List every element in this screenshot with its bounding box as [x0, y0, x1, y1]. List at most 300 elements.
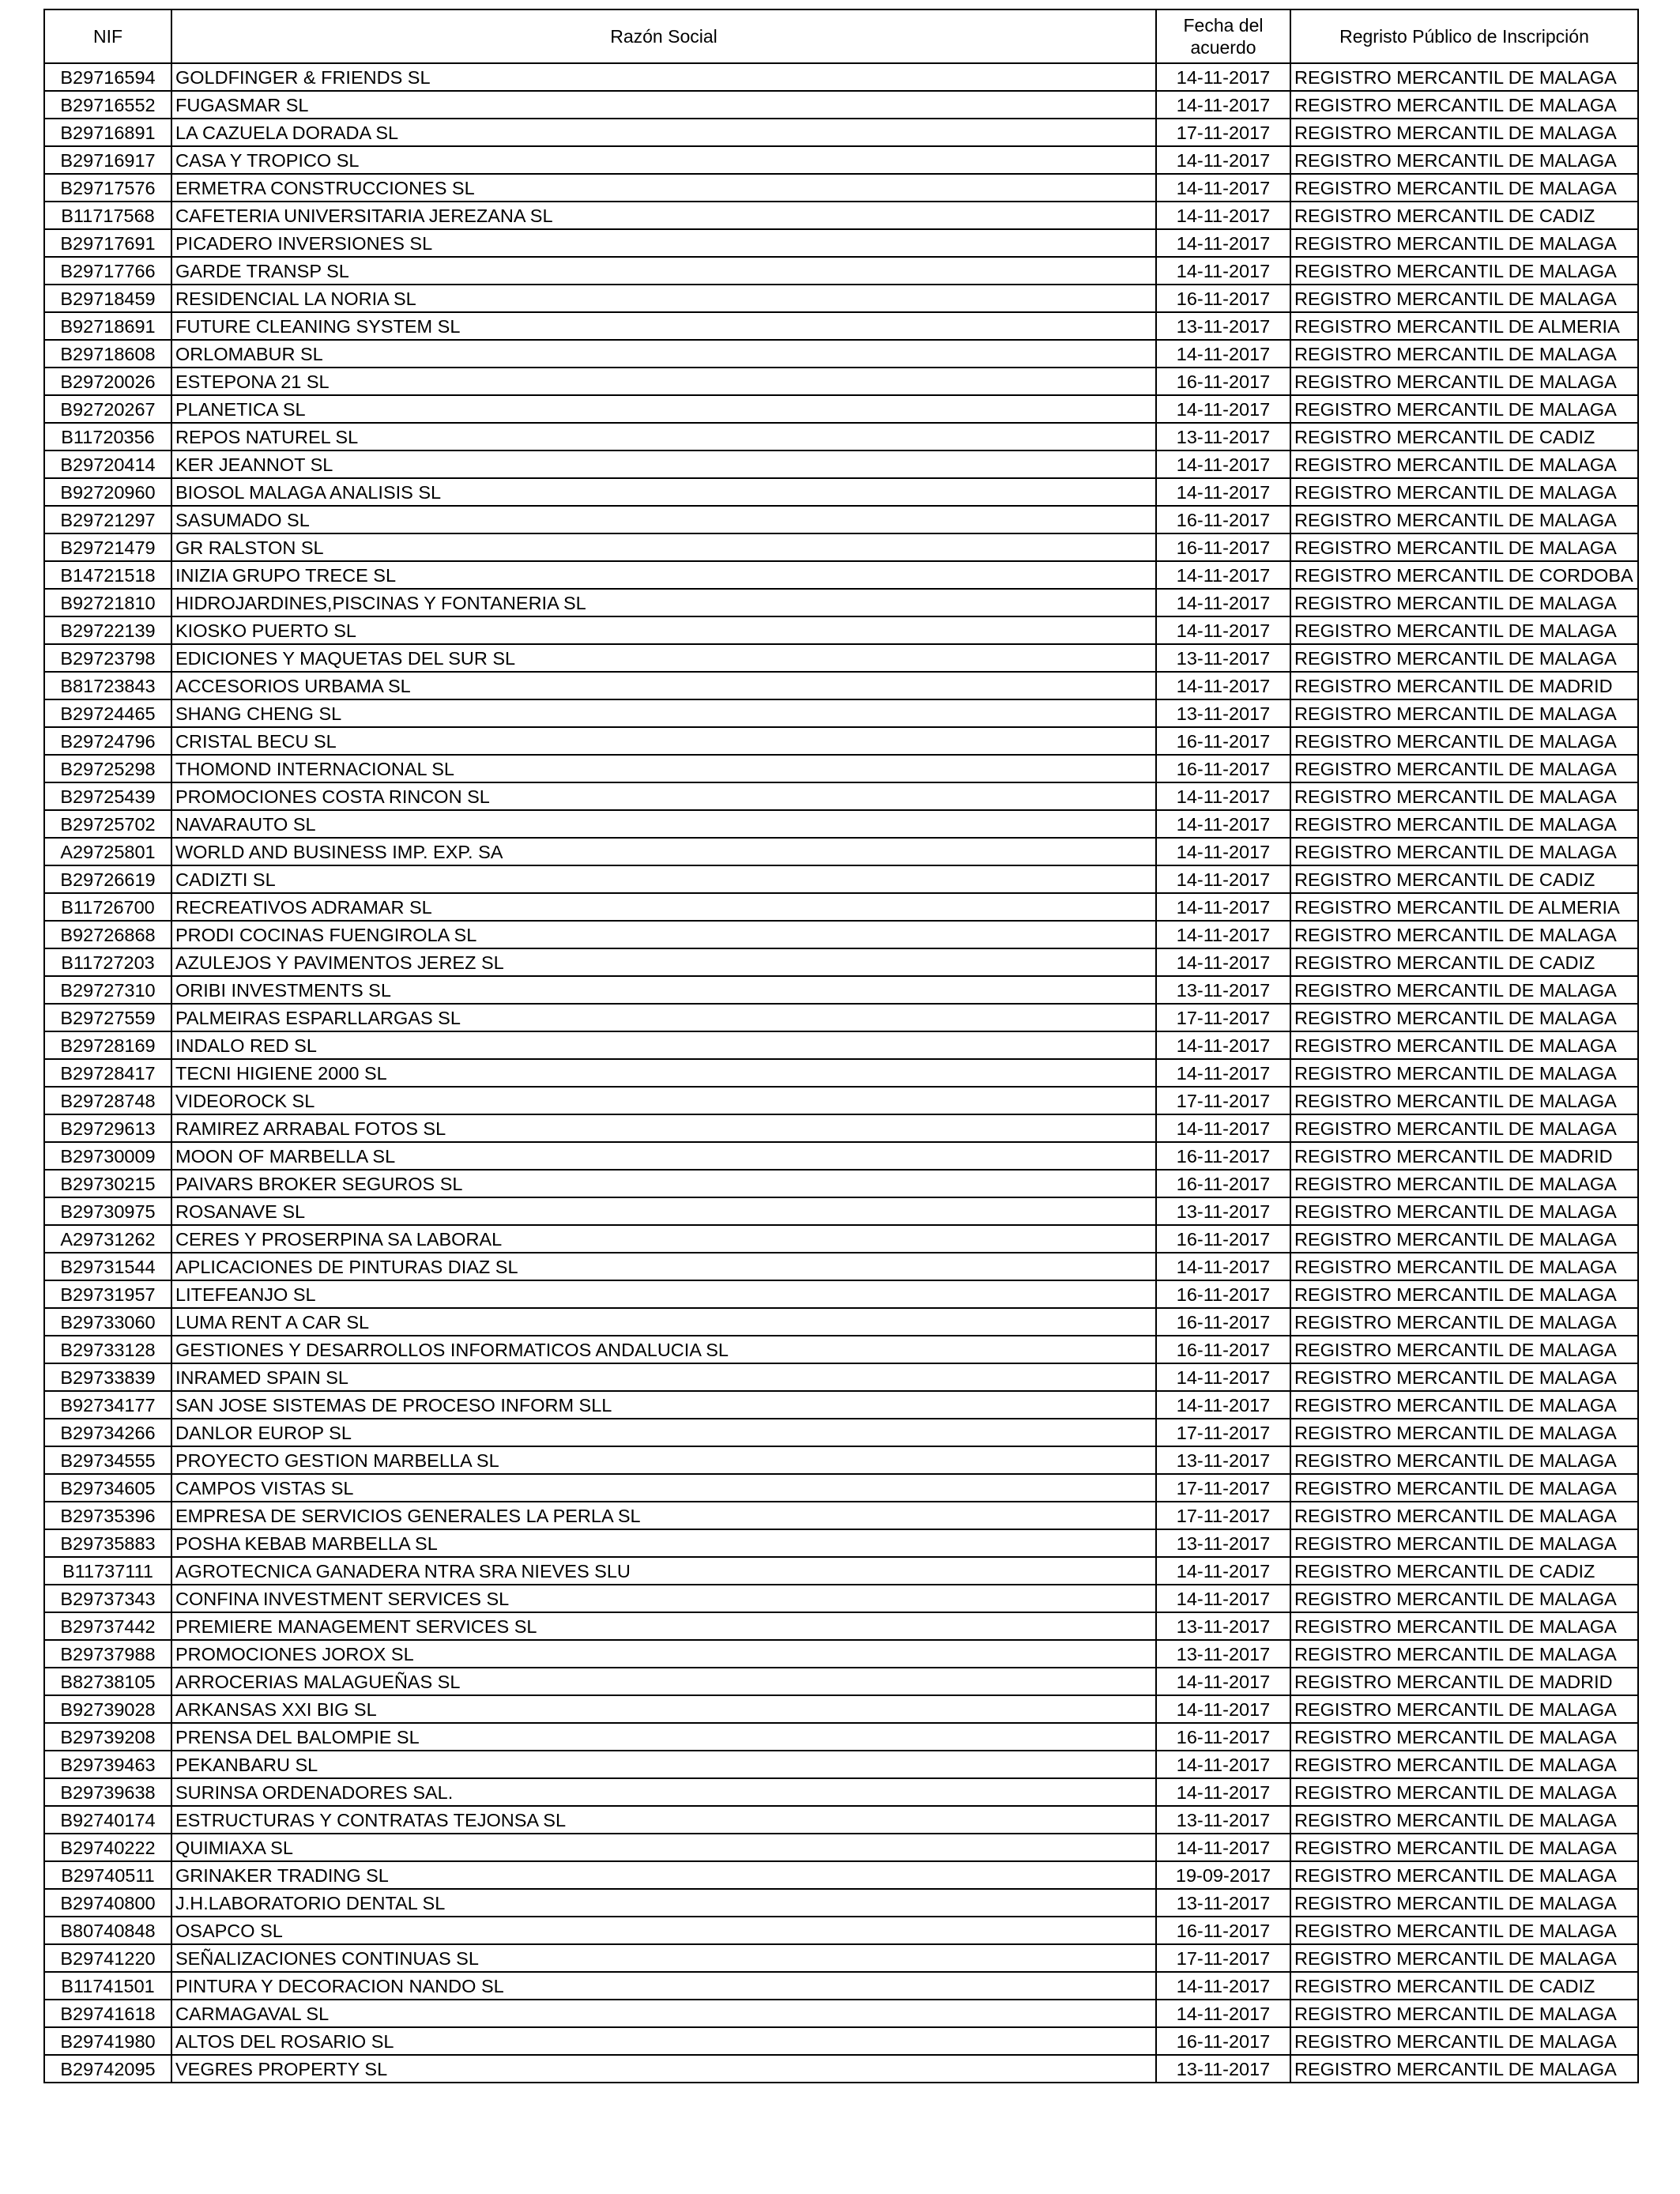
- table-row: [44, 1917, 1638, 1944]
- cell-nif: B29739208: [44, 1723, 171, 1751]
- cell-registro: REGISTRO MERCANTIL DE CADIZ: [1290, 202, 1638, 229]
- cell-nif: B29733839: [44, 1363, 171, 1391]
- cell-fecha: 16-11-2017: [1156, 368, 1290, 395]
- cell-registro: REGISTRO MERCANTIL DE MALAGA: [1290, 589, 1638, 616]
- cell-nif: B92726868: [44, 921, 171, 948]
- cell-fecha: 13-11-2017: [1156, 312, 1290, 340]
- cell-nif: A29725801: [44, 838, 171, 865]
- cell-nif: B29717576: [44, 174, 171, 202]
- cell-nif: B82738105: [44, 1668, 171, 1695]
- cell-razon-social: AGROTECNICA GANADERA NTRA SRA NIEVES SLU: [171, 1557, 1156, 1585]
- cell-razon-social: MOON OF MARBELLA SL: [171, 1142, 1156, 1170]
- cell-nif: B29728169: [44, 1031, 171, 1059]
- cell-nif: B29721297: [44, 506, 171, 533]
- table-row: [44, 1474, 1638, 1502]
- table-row: [44, 506, 1638, 533]
- cell-fecha: 14-11-2017: [1156, 1031, 1290, 1059]
- cell-fecha: 14-11-2017: [1156, 1585, 1290, 1612]
- cell-registro: REGISTRO MERCANTIL DE MALAGA: [1290, 478, 1638, 506]
- cell-razon-social: INDALO RED SL: [171, 1031, 1156, 1059]
- cell-registro: REGISTRO MERCANTIL DE MALAGA: [1290, 976, 1638, 1004]
- cell-registro: REGISTRO MERCANTIL DE MALAGA: [1290, 340, 1638, 368]
- cell-nif: B29727559: [44, 1004, 171, 1031]
- table-row: [44, 699, 1638, 727]
- cell-razon-social: PRODI COCINAS FUENGIROLA SL: [171, 921, 1156, 948]
- cell-razon-social: VEGRES PROPERTY SL: [171, 2055, 1156, 2083]
- cell-nif: B29730215: [44, 1170, 171, 1197]
- cell-registro: REGISTRO MERCANTIL DE MADRID: [1290, 672, 1638, 699]
- cell-fecha: 16-11-2017: [1156, 1170, 1290, 1197]
- table-row: [44, 2027, 1638, 2055]
- cell-nif: B29717766: [44, 257, 171, 285]
- cell-fecha: 13-11-2017: [1156, 1640, 1290, 1668]
- cell-razon-social: GESTIONES Y DESARROLLOS INFORMATICOS ANDALUCIA SL: [171, 1336, 1156, 1363]
- cell-razon-social: RAMIREZ ARRABAL FOTOS SL: [171, 1114, 1156, 1142]
- cell-nif: B29724465: [44, 699, 171, 727]
- table-header: [44, 9, 1638, 63]
- cell-registro: REGISTRO MERCANTIL DE MALAGA: [1290, 727, 1638, 755]
- cell-fecha: 13-11-2017: [1156, 976, 1290, 1004]
- cell-registro: REGISTRO MERCANTIL DE MALAGA: [1290, 63, 1638, 91]
- cell-fecha: 14-11-2017: [1156, 1834, 1290, 1861]
- table-row: [44, 2000, 1638, 2027]
- cell-razon-social: CAMPOS VISTAS SL: [171, 1474, 1156, 1502]
- cell-registro: REGISTRO MERCANTIL DE MALAGA: [1290, 1474, 1638, 1502]
- cell-fecha: 14-11-2017: [1156, 948, 1290, 976]
- cell-razon-social: LA CAZUELA DORADA SL: [171, 119, 1156, 146]
- table-row: [44, 1585, 1638, 1612]
- cell-fecha: 14-11-2017: [1156, 893, 1290, 921]
- cell-registro: REGISTRO MERCANTIL DE MALAGA: [1290, 395, 1638, 423]
- cell-fecha: 16-11-2017: [1156, 2027, 1290, 2055]
- table-row: [44, 119, 1638, 146]
- cell-nif: B29728417: [44, 1059, 171, 1087]
- cell-razon-social: LUMA RENT A CAR SL: [171, 1308, 1156, 1336]
- cell-registro: REGISTRO MERCANTIL DE MALAGA: [1290, 1391, 1638, 1419]
- cell-registro: REGISTRO MERCANTIL DE MALAGA: [1290, 1308, 1638, 1336]
- cell-razon-social: INIZIA GRUPO TRECE SL: [171, 561, 1156, 589]
- cell-nif: B29725439: [44, 782, 171, 810]
- cell-registro: REGISTRO MERCANTIL DE MALAGA: [1290, 2055, 1638, 2083]
- cell-fecha: 16-11-2017: [1156, 1723, 1290, 1751]
- cell-fecha: 19-09-2017: [1156, 1861, 1290, 1889]
- header-fecha-line1: Fecha del: [1183, 15, 1264, 36]
- cell-nif: B29718459: [44, 285, 171, 312]
- table-row: [44, 727, 1638, 755]
- table-row: [44, 1170, 1638, 1197]
- cell-razon-social: VIDEOROCK SL: [171, 1087, 1156, 1114]
- cell-razon-social: RESIDENCIAL LA NORIA SL: [171, 285, 1156, 312]
- cell-fecha: 13-11-2017: [1156, 1612, 1290, 1640]
- cell-razon-social: DANLOR EUROP SL: [171, 1419, 1156, 1446]
- cell-registro: REGISTRO MERCANTIL DE MALAGA: [1290, 119, 1638, 146]
- header-fecha-line2: acuerdo: [1190, 37, 1256, 58]
- table-body: [44, 63, 1638, 2083]
- cell-registro: REGISTRO MERCANTIL DE MALAGA: [1290, 1087, 1638, 1114]
- cell-razon-social: PAIVARS BROKER SEGUROS SL: [171, 1170, 1156, 1197]
- cell-nif: B29718608: [44, 340, 171, 368]
- cell-registro: REGISTRO MERCANTIL DE MALAGA: [1290, 1197, 1638, 1225]
- cell-nif: B29741618: [44, 2000, 171, 2027]
- cell-nif: B11727203: [44, 948, 171, 976]
- cell-fecha: 13-11-2017: [1156, 1446, 1290, 1474]
- cell-nif: B29728748: [44, 1087, 171, 1114]
- cell-razon-social: POSHA KEBAB MARBELLA SL: [171, 1529, 1156, 1557]
- cell-razon-social: RECREATIVOS ADRAMAR SL: [171, 893, 1156, 921]
- cell-fecha: 13-11-2017: [1156, 2055, 1290, 2083]
- cell-razon-social: FUTURE CLEANING SYSTEM SL: [171, 312, 1156, 340]
- cell-registro: REGISTRO MERCANTIL DE CADIZ: [1290, 865, 1638, 893]
- cell-registro: REGISTRO MERCANTIL DE MALAGA: [1290, 1806, 1638, 1834]
- cell-razon-social: ACCESORIOS URBAMA SL: [171, 672, 1156, 699]
- cell-fecha: 13-11-2017: [1156, 423, 1290, 450]
- table-row: [44, 146, 1638, 174]
- cell-nif: B29727310: [44, 976, 171, 1004]
- cell-razon-social: SEÑALIZACIONES CONTINUAS SL: [171, 1944, 1156, 1972]
- cell-fecha: 14-11-2017: [1156, 340, 1290, 368]
- cell-fecha: 16-11-2017: [1156, 533, 1290, 561]
- cell-nif: B11741501: [44, 1972, 171, 2000]
- cell-nif: B29734555: [44, 1446, 171, 1474]
- cell-fecha: 14-11-2017: [1156, 146, 1290, 174]
- cell-nif: B29724796: [44, 727, 171, 755]
- cell-registro: REGISTRO MERCANTIL DE MALAGA: [1290, 1502, 1638, 1529]
- cell-registro: REGISTRO MERCANTIL DE MALAGA: [1290, 1363, 1638, 1391]
- table-row: [44, 1502, 1638, 1529]
- cell-registro: REGISTRO MERCANTIL DE MALAGA: [1290, 533, 1638, 561]
- cell-fecha: 16-11-2017: [1156, 285, 1290, 312]
- cell-fecha: 14-11-2017: [1156, 1778, 1290, 1806]
- cell-razon-social: BIOSOL MALAGA ANALISIS SL: [171, 478, 1156, 506]
- cell-razon-social: CERES Y PROSERPINA SA LABORAL: [171, 1225, 1156, 1253]
- cell-registro: REGISTRO MERCANTIL DE MALAGA: [1290, 1751, 1638, 1778]
- cell-fecha: 16-11-2017: [1156, 1917, 1290, 1944]
- cell-nif: B29729613: [44, 1114, 171, 1142]
- cell-fecha: 13-11-2017: [1156, 644, 1290, 672]
- table-row: [44, 1889, 1638, 1917]
- cell-nif: B92720267: [44, 395, 171, 423]
- cell-fecha: 14-11-2017: [1156, 450, 1290, 478]
- cell-fecha: 17-11-2017: [1156, 1087, 1290, 1114]
- cell-registro: REGISTRO MERCANTIL DE MALAGA: [1290, 229, 1638, 257]
- cell-registro: REGISTRO MERCANTIL DE MALAGA: [1290, 1419, 1638, 1446]
- cell-fecha: 16-11-2017: [1156, 1280, 1290, 1308]
- cell-nif: B29737988: [44, 1640, 171, 1668]
- table-row: [44, 755, 1638, 782]
- table-row: [44, 257, 1638, 285]
- table-row: [44, 1142, 1638, 1170]
- table-row: [44, 1363, 1638, 1391]
- cell-nif: B29720026: [44, 368, 171, 395]
- registry-table: [43, 9, 1639, 2083]
- cell-registro: REGISTRO MERCANTIL DE MALAGA: [1290, 1778, 1638, 1806]
- cell-razon-social: SASUMADO SL: [171, 506, 1156, 533]
- cell-razon-social: INRAMED SPAIN SL: [171, 1363, 1156, 1391]
- cell-razon-social: CONFINA INVESTMENT SERVICES SL: [171, 1585, 1156, 1612]
- cell-nif: B29726619: [44, 865, 171, 893]
- table-row: [44, 1557, 1638, 1585]
- cell-fecha: 14-11-2017: [1156, 63, 1290, 91]
- table-row: [44, 1972, 1638, 2000]
- cell-fecha: 17-11-2017: [1156, 1944, 1290, 1972]
- cell-fecha: 17-11-2017: [1156, 1474, 1290, 1502]
- table-row: [44, 1861, 1638, 1889]
- cell-razon-social: PREMIERE MANAGEMENT SERVICES SL: [171, 1612, 1156, 1640]
- cell-registro: REGISTRO MERCANTIL DE MALAGA: [1290, 1944, 1638, 1972]
- cell-nif: B29735883: [44, 1529, 171, 1557]
- cell-fecha: 16-11-2017: [1156, 1142, 1290, 1170]
- cell-registro: REGISTRO MERCANTIL DE MADRID: [1290, 1142, 1638, 1170]
- table-row: [44, 450, 1638, 478]
- table-row: [44, 672, 1638, 699]
- cell-fecha: 14-11-2017: [1156, 865, 1290, 893]
- cell-razon-social: SURINSA ORDENADORES SAL.: [171, 1778, 1156, 1806]
- cell-fecha: 16-11-2017: [1156, 1225, 1290, 1253]
- cell-nif: B29716552: [44, 91, 171, 119]
- cell-nif: B11726700: [44, 893, 171, 921]
- cell-nif: B29740222: [44, 1834, 171, 1861]
- table-row: [44, 229, 1638, 257]
- cell-nif: B29721479: [44, 533, 171, 561]
- table-row: [44, 1004, 1638, 1031]
- cell-fecha: 14-11-2017: [1156, 1391, 1290, 1419]
- table-row: [44, 1612, 1638, 1640]
- table-row: [44, 616, 1638, 644]
- cell-fecha: 16-11-2017: [1156, 506, 1290, 533]
- cell-razon-social: CASA Y TROPICO SL: [171, 146, 1156, 174]
- cell-razon-social: QUIMIAXA SL: [171, 1834, 1156, 1861]
- cell-registro: REGISTRO MERCANTIL DE MALAGA: [1290, 1917, 1638, 1944]
- cell-fecha: 16-11-2017: [1156, 1336, 1290, 1363]
- table-row: [44, 1778, 1638, 1806]
- cell-razon-social: PROMOCIONES COSTA RINCON SL: [171, 782, 1156, 810]
- table-row: [44, 893, 1638, 921]
- cell-registro: REGISTRO MERCANTIL DE MALAGA: [1290, 1059, 1638, 1087]
- cell-fecha: 14-11-2017: [1156, 1363, 1290, 1391]
- cell-registro: REGISTRO MERCANTIL DE MALAGA: [1290, 91, 1638, 119]
- cell-razon-social: PEKANBARU SL: [171, 1751, 1156, 1778]
- cell-nif: B29722139: [44, 616, 171, 644]
- cell-fecha: 14-11-2017: [1156, 1751, 1290, 1778]
- header-fecha-acuerdo: [1156, 9, 1290, 63]
- cell-nif: B92734177: [44, 1391, 171, 1419]
- cell-razon-social: THOMOND INTERNACIONAL SL: [171, 755, 1156, 782]
- table-row: [44, 1944, 1638, 1972]
- table-row: [44, 1280, 1638, 1308]
- cell-nif: B29730009: [44, 1142, 171, 1170]
- table-row: [44, 589, 1638, 616]
- table-row: [44, 1225, 1638, 1253]
- cell-fecha: 14-11-2017: [1156, 1114, 1290, 1142]
- cell-razon-social: ALTOS DEL ROSARIO SL: [171, 2027, 1156, 2055]
- cell-nif: B92720960: [44, 478, 171, 506]
- cell-fecha: 13-11-2017: [1156, 1806, 1290, 1834]
- cell-registro: REGISTRO MERCANTIL DE MALAGA: [1290, 699, 1638, 727]
- cell-nif: B29739463: [44, 1751, 171, 1778]
- cell-nif: B29739638: [44, 1778, 171, 1806]
- cell-fecha: 14-11-2017: [1156, 1059, 1290, 1087]
- table-row: [44, 1253, 1638, 1280]
- table-row: [44, 1336, 1638, 1363]
- cell-registro: REGISTRO MERCANTIL DE MALAGA: [1290, 644, 1638, 672]
- cell-registro: REGISTRO MERCANTIL DE MALAGA: [1290, 174, 1638, 202]
- table-row: [44, 1751, 1638, 1778]
- cell-fecha: 13-11-2017: [1156, 1197, 1290, 1225]
- cell-registro: REGISTRO MERCANTIL DE CORDOBA: [1290, 561, 1638, 589]
- cell-fecha: 14-11-2017: [1156, 1253, 1290, 1280]
- cell-razon-social: GOLDFINGER & FRIENDS SL: [171, 63, 1156, 91]
- cell-razon-social: CAFETERIA UNIVERSITARIA JEREZANA SL: [171, 202, 1156, 229]
- cell-razon-social: CADIZTI SL: [171, 865, 1156, 893]
- cell-nif: B29733060: [44, 1308, 171, 1336]
- cell-razon-social: ESTRUCTURAS Y CONTRATAS TEJONSA SL: [171, 1806, 1156, 1834]
- table-row: [44, 1059, 1638, 1087]
- cell-registro: REGISTRO MERCANTIL DE MALAGA: [1290, 1889, 1638, 1917]
- cell-fecha: 14-11-2017: [1156, 229, 1290, 257]
- cell-razon-social: AZULEJOS Y PAVIMENTOS JEREZ SL: [171, 948, 1156, 976]
- cell-registro: REGISTRO MERCANTIL DE MALAGA: [1290, 1336, 1638, 1363]
- cell-razon-social: PINTURA Y DECORACION NANDO SL: [171, 1972, 1156, 2000]
- cell-registro: REGISTRO MERCANTIL DE CADIZ: [1290, 948, 1638, 976]
- cell-nif: B29737343: [44, 1585, 171, 1612]
- cell-nif: B11717568: [44, 202, 171, 229]
- cell-registro: REGISTRO MERCANTIL DE MALAGA: [1290, 1861, 1638, 1889]
- table-row: [44, 91, 1638, 119]
- cell-nif: B29742095: [44, 2055, 171, 2083]
- table-row: [44, 1806, 1638, 1834]
- cell-nif: B29716917: [44, 146, 171, 174]
- cell-razon-social: ORIBI INVESTMENTS SL: [171, 976, 1156, 1004]
- cell-fecha: 14-11-2017: [1156, 91, 1290, 119]
- table-row: [44, 1668, 1638, 1695]
- table-row: [44, 1197, 1638, 1225]
- cell-razon-social: FUGASMAR SL: [171, 91, 1156, 119]
- table-row: [44, 810, 1638, 838]
- cell-razon-social: GRINAKER TRADING SL: [171, 1861, 1156, 1889]
- cell-fecha: 17-11-2017: [1156, 1419, 1290, 1446]
- cell-registro: REGISTRO MERCANTIL DE MALAGA: [1290, 1170, 1638, 1197]
- cell-registro: REGISTRO MERCANTIL DE MALAGA: [1290, 1280, 1638, 1308]
- cell-registro: REGISTRO MERCANTIL DE MALAGA: [1290, 1031, 1638, 1059]
- cell-registro: REGISTRO MERCANTIL DE MALAGA: [1290, 146, 1638, 174]
- cell-fecha: 14-11-2017: [1156, 478, 1290, 506]
- table-row: [44, 1308, 1638, 1336]
- table-row: [44, 865, 1638, 893]
- cell-nif: B29720414: [44, 450, 171, 478]
- cell-registro: REGISTRO MERCANTIL DE MALAGA: [1290, 257, 1638, 285]
- cell-razon-social: TECNI HIGIENE 2000 SL: [171, 1059, 1156, 1087]
- header-nif: NIF: [44, 9, 171, 63]
- cell-nif: B80740848: [44, 1917, 171, 1944]
- table-row: [44, 285, 1638, 312]
- cell-razon-social: PRENSA DEL BALOMPIE SL: [171, 1723, 1156, 1751]
- cell-razon-social: SAN JOSE SISTEMAS DE PROCESO INFORM SLL: [171, 1391, 1156, 1419]
- cell-nif: B29731544: [44, 1253, 171, 1280]
- cell-fecha: 16-11-2017: [1156, 755, 1290, 782]
- cell-nif: B29735396: [44, 1502, 171, 1529]
- table-row: [44, 368, 1638, 395]
- cell-registro: REGISTRO MERCANTIL DE MALAGA: [1290, 1612, 1638, 1640]
- cell-registro: REGISTRO MERCANTIL DE MALAGA: [1290, 782, 1638, 810]
- cell-razon-social: GR RALSTON SL: [171, 533, 1156, 561]
- cell-razon-social: CARMAGAVAL SL: [171, 2000, 1156, 2027]
- cell-fecha: 14-11-2017: [1156, 1972, 1290, 2000]
- cell-nif: B92721810: [44, 589, 171, 616]
- cell-nif: B29740511: [44, 1861, 171, 1889]
- table-row: [44, 948, 1638, 976]
- cell-fecha: 14-11-2017: [1156, 921, 1290, 948]
- cell-nif: B92740174: [44, 1806, 171, 1834]
- cell-fecha: 14-11-2017: [1156, 616, 1290, 644]
- cell-registro: REGISTRO MERCANTIL DE MALAGA: [1290, 285, 1638, 312]
- cell-razon-social: HIDROJARDINES,PISCINAS Y FONTANERIA SL: [171, 589, 1156, 616]
- cell-fecha: 14-11-2017: [1156, 838, 1290, 865]
- cell-razon-social: APLICACIONES DE PINTURAS DIAZ SL: [171, 1253, 1156, 1280]
- cell-razon-social: CRISTAL BECU SL: [171, 727, 1156, 755]
- cell-razon-social: REPOS NATUREL SL: [171, 423, 1156, 450]
- cell-razon-social: KIOSKO PUERTO SL: [171, 616, 1156, 644]
- cell-nif: B81723843: [44, 672, 171, 699]
- cell-registro: REGISTRO MERCANTIL DE CADIZ: [1290, 423, 1638, 450]
- cell-fecha: 14-11-2017: [1156, 1695, 1290, 1723]
- table-row: [44, 976, 1638, 1004]
- table-row: [44, 561, 1638, 589]
- cell-registro: REGISTRO MERCANTIL DE CADIZ: [1290, 1972, 1638, 2000]
- table-row: [44, 838, 1638, 865]
- table-row: [44, 202, 1638, 229]
- cell-registro: REGISTRO MERCANTIL DE MALAGA: [1290, 1004, 1638, 1031]
- cell-registro: REGISTRO MERCANTIL DE MALAGA: [1290, 755, 1638, 782]
- table-row: [44, 1114, 1638, 1142]
- cell-razon-social: SHANG CHENG SL: [171, 699, 1156, 727]
- cell-razon-social: ARKANSAS XXI BIG SL: [171, 1695, 1156, 1723]
- table-row: [44, 1419, 1638, 1446]
- table-row: [44, 1695, 1638, 1723]
- table-row: [44, 533, 1638, 561]
- cell-nif: B29731957: [44, 1280, 171, 1308]
- cell-nif: A29731262: [44, 1225, 171, 1253]
- table-row: [44, 478, 1638, 506]
- cell-fecha: 14-11-2017: [1156, 257, 1290, 285]
- cell-fecha: 17-11-2017: [1156, 1502, 1290, 1529]
- cell-registro: REGISTRO MERCANTIL DE MALAGA: [1290, 1225, 1638, 1253]
- cell-registro: REGISTRO MERCANTIL DE MALAGA: [1290, 838, 1638, 865]
- cell-nif: B29734605: [44, 1474, 171, 1502]
- table-row: [44, 1529, 1638, 1557]
- cell-fecha: 16-11-2017: [1156, 1308, 1290, 1336]
- cell-razon-social: J.H.LABORATORIO DENTAL SL: [171, 1889, 1156, 1917]
- cell-registro: REGISTRO MERCANTIL DE MALAGA: [1290, 1585, 1638, 1612]
- header-razon-social: Razón Social: [171, 9, 1156, 63]
- cell-fecha: 14-11-2017: [1156, 395, 1290, 423]
- cell-razon-social: PROMOCIONES JOROX SL: [171, 1640, 1156, 1668]
- cell-nif: B29733128: [44, 1336, 171, 1363]
- cell-nif: B14721518: [44, 561, 171, 589]
- cell-nif: B29741220: [44, 1944, 171, 1972]
- cell-nif: B29740800: [44, 1889, 171, 1917]
- cell-registro: REGISTRO MERCANTIL DE MALAGA: [1290, 1640, 1638, 1668]
- cell-registro: REGISTRO MERCANTIL DE ALMERIA: [1290, 312, 1638, 340]
- cell-razon-social: ROSANAVE SL: [171, 1197, 1156, 1225]
- header-registro: Regristo Público de Inscripción: [1290, 9, 1638, 63]
- cell-fecha: 16-11-2017: [1156, 727, 1290, 755]
- cell-registro: REGISTRO MERCANTIL DE MALAGA: [1290, 810, 1638, 838]
- cell-registro: REGISTRO MERCANTIL DE MALAGA: [1290, 368, 1638, 395]
- cell-razon-social: KER JEANNOT SL: [171, 450, 1156, 478]
- cell-registro: REGISTRO MERCANTIL DE MALAGA: [1290, 616, 1638, 644]
- table-row: [44, 63, 1638, 91]
- table-row: [44, 174, 1638, 202]
